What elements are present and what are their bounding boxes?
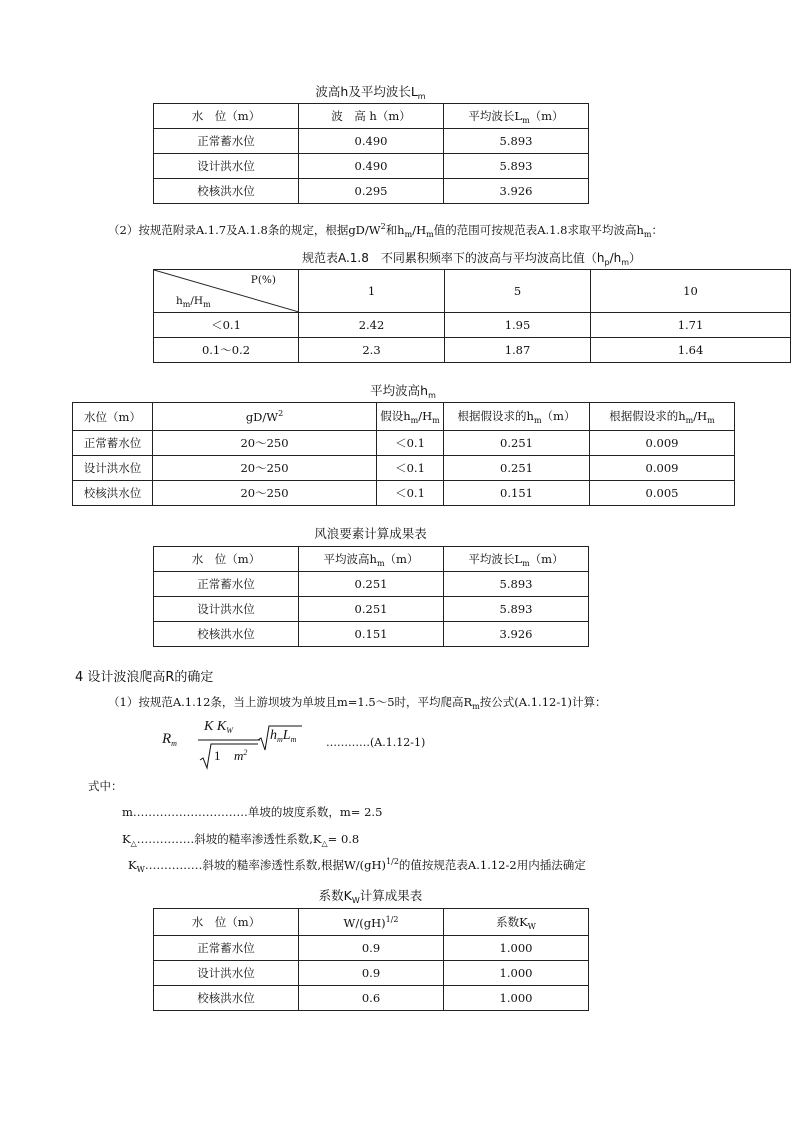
cell-level: 设计洪水位 bbox=[154, 597, 299, 622]
formula-m2 bbox=[234, 748, 247, 764]
cell-ratio: 0.9 bbox=[299, 961, 444, 986]
formula-L-sub: m bbox=[290, 735, 297, 744]
header-assume-a: 假设h bbox=[380, 409, 411, 423]
s4-p1b: 按公式(A.1.12-1)计算： bbox=[479, 695, 607, 709]
cell-level: 校核洪水位 bbox=[154, 622, 299, 647]
def-kw-a: K bbox=[128, 858, 137, 872]
section4-para1 bbox=[108, 694, 607, 711]
header-hm-calc-sub: m bbox=[533, 416, 542, 425]
table-ratio-hp-hm bbox=[153, 269, 791, 363]
cell-length: 5.893 bbox=[444, 154, 589, 179]
table1-caption-sub: m bbox=[417, 92, 426, 101]
header-ratio-a: W/(gH) bbox=[343, 915, 386, 930]
cell-assume: ＜0.1 bbox=[377, 481, 444, 506]
table-row bbox=[154, 129, 589, 154]
header-mean-height-b: （m） bbox=[384, 551, 419, 566]
table2-caption-a: 规范表A.1.8 不同累积频率下的波高与平均波高比值（h bbox=[301, 251, 605, 265]
def-kd-sub: △ bbox=[130, 839, 137, 848]
table-row bbox=[154, 622, 589, 647]
table3-caption-sub: m bbox=[428, 391, 436, 400]
cell-level: 正常蓄水位 bbox=[154, 936, 299, 961]
table5-caption-sub: W bbox=[351, 896, 360, 905]
p2-e: ： bbox=[651, 223, 663, 237]
cell-length: 5.893 bbox=[444, 572, 589, 597]
p2-sub2: m bbox=[426, 230, 434, 239]
table1-caption-text: 波高h及平均波长L bbox=[315, 84, 418, 99]
formula-h-sub: m bbox=[277, 735, 283, 744]
table-row bbox=[154, 179, 589, 204]
formula-Kw: K bbox=[216, 719, 227, 734]
cell-ratio: 0.6 bbox=[299, 986, 444, 1011]
s4-p1sub: m bbox=[472, 702, 480, 711]
header-kw-a: 系数K bbox=[496, 914, 528, 929]
cell-value: 1.87 bbox=[445, 338, 591, 363]
formula-hL bbox=[270, 728, 296, 744]
cell-assume: ＜0.1 bbox=[377, 456, 444, 481]
cell-level: 正常蓄水位 bbox=[154, 129, 299, 154]
p2-sub3: m bbox=[643, 230, 652, 239]
def-kw-c: 的值按规范表A.1.12-2用内插法确定 bbox=[398, 858, 586, 872]
cell-height: 0.295 bbox=[299, 179, 444, 204]
cell-assume: ＜0.1 bbox=[377, 431, 444, 456]
header-length bbox=[444, 104, 589, 129]
header-assume-sub1: m bbox=[410, 416, 419, 425]
cell-level: 正常蓄水位 bbox=[154, 572, 299, 597]
p2-sub1: m bbox=[404, 230, 413, 239]
header-mean-height-sub: m bbox=[376, 558, 385, 568]
cell-kw: 1.000 bbox=[444, 936, 589, 961]
cell-value: 2.3 bbox=[299, 338, 445, 363]
header-assume-b: /H bbox=[418, 409, 433, 423]
header-p10: 10 bbox=[591, 270, 791, 313]
cell-level: 正常蓄水位 bbox=[73, 431, 153, 456]
cell-ratio: 0.9 bbox=[299, 936, 444, 961]
header-ratio-calc bbox=[590, 403, 735, 431]
cell-range: 0.1～0.2 bbox=[154, 338, 299, 363]
cell-level: 设计洪水位 bbox=[154, 961, 299, 986]
def-kd-a: K bbox=[122, 832, 131, 846]
header-mean-height-a: 平均波高h bbox=[323, 551, 377, 566]
p2-b: 和h bbox=[385, 223, 405, 237]
header-length-sub: m bbox=[522, 115, 530, 125]
table-header-row bbox=[154, 104, 589, 129]
header-assume bbox=[377, 403, 444, 431]
header-mean-height bbox=[299, 547, 444, 572]
table-header-row bbox=[73, 403, 735, 431]
header-mean-length bbox=[444, 547, 589, 572]
table-header-row bbox=[154, 270, 791, 313]
table-row bbox=[154, 313, 791, 338]
table-wave-height-length bbox=[153, 103, 589, 204]
corner-top-label: P(%) bbox=[250, 274, 276, 286]
table-row bbox=[154, 572, 589, 597]
corner-bottom-sub2: m bbox=[203, 300, 211, 309]
table3-caption-text: 平均波高h bbox=[370, 383, 429, 398]
header-assume-sub2: m bbox=[432, 416, 440, 425]
cell-length: 3.926 bbox=[444, 622, 589, 647]
header-hm-calc-b: （m） bbox=[541, 409, 576, 423]
cell-height: 0.251 bbox=[299, 572, 444, 597]
def-kd-sub2: △ bbox=[321, 839, 328, 848]
cell-level: 校核洪水位 bbox=[73, 481, 153, 506]
cell-level: 设计洪水位 bbox=[73, 456, 153, 481]
p2-c: /H bbox=[412, 223, 427, 237]
cell-gdw2: 20～250 bbox=[153, 456, 377, 481]
def-kd-c: = 0.8 bbox=[327, 832, 360, 846]
table-row bbox=[154, 986, 589, 1011]
cell-height: 0.151 bbox=[299, 622, 444, 647]
table-row bbox=[73, 456, 735, 481]
cell-length: 5.893 bbox=[444, 597, 589, 622]
formula-reference: …………(A.1.12-1) bbox=[326, 736, 426, 749]
header-ratio-b: /H bbox=[693, 409, 708, 423]
paragraph-2 bbox=[108, 222, 663, 239]
cell-ratio: 0.009 bbox=[590, 431, 735, 456]
table5-caption-b: 计算成果表 bbox=[359, 888, 423, 903]
header-hm-calc-a: 根据假设求的h bbox=[457, 409, 534, 423]
table-row bbox=[154, 597, 589, 622]
cell-gdw2: 20～250 bbox=[153, 481, 377, 506]
s4-p1a: （1）按规范A.1.12条，当上游坝坡为单坡且m=1.5～5时，平均爬高R bbox=[108, 695, 473, 709]
p2-sup: 2 bbox=[380, 222, 386, 231]
cell-length: 3.926 bbox=[444, 179, 589, 204]
table-row bbox=[154, 961, 589, 986]
header-mean-length-a: 平均波长L bbox=[468, 551, 523, 566]
table2-caption-sub-m: m bbox=[621, 258, 630, 267]
table5-caption-a: 系数K bbox=[318, 888, 352, 903]
cell-value: 1.71 bbox=[591, 313, 791, 338]
header-ratio-sup: 1/2 bbox=[385, 914, 399, 924]
def-kw-sup: 1/2 bbox=[386, 857, 399, 866]
formula-m-sup: 2 bbox=[243, 748, 248, 757]
table-row bbox=[73, 481, 735, 506]
formula-R-sub: m bbox=[171, 739, 177, 748]
header-ratio-sub1: m bbox=[685, 416, 694, 425]
header-length-a: 平均波长L bbox=[468, 108, 523, 123]
header-level: 水 位（m） bbox=[154, 104, 299, 129]
table2-caption-mid: /h bbox=[609, 251, 622, 265]
table3-caption bbox=[72, 381, 734, 400]
cell-level: 校核洪水位 bbox=[154, 986, 299, 1011]
header-height: 波 高 h（m） bbox=[299, 104, 444, 129]
cell-hm-calc: 0.251 bbox=[444, 431, 590, 456]
cell-value: 1.95 bbox=[445, 313, 591, 338]
table-row bbox=[154, 936, 589, 961]
table-row bbox=[154, 338, 791, 363]
p2-d: 值的范围可按规范表A.1.8求取平均波高h bbox=[433, 223, 644, 237]
header-ratio bbox=[299, 909, 444, 936]
cell-height: 0.490 bbox=[299, 129, 444, 154]
def-m-b: …………………………单坡的坡度系数，m= 2.5 bbox=[132, 805, 383, 819]
header-gdw2-sup: 2 bbox=[278, 409, 284, 418]
table-row bbox=[73, 431, 735, 456]
formula-h: h bbox=[270, 728, 277, 743]
header-mean-length-sub: m bbox=[522, 558, 530, 568]
corner-cell bbox=[154, 270, 299, 313]
definition-k-delta bbox=[122, 831, 359, 848]
definition-m bbox=[122, 804, 382, 820]
header-gdw2-a: gD/W bbox=[245, 410, 279, 424]
cell-level: 设计洪水位 bbox=[154, 154, 299, 179]
cell-kw: 1.000 bbox=[444, 961, 589, 986]
def-kw-b: ……………斜坡的糙率渗透性系数,根据W/(gH) bbox=[144, 858, 387, 872]
formula-m: m bbox=[234, 748, 244, 763]
cell-ratio: 0.005 bbox=[590, 481, 735, 506]
table5-caption bbox=[153, 886, 588, 905]
cell-value: 2.42 bbox=[299, 313, 445, 338]
cell-length: 5.893 bbox=[444, 129, 589, 154]
table-header-row bbox=[154, 547, 589, 572]
header-kw bbox=[444, 909, 589, 936]
header-p1: 1 bbox=[299, 270, 445, 313]
header-gdw2 bbox=[153, 403, 377, 431]
cell-hm-calc: 0.251 bbox=[444, 456, 590, 481]
cell-gdw2: 20～250 bbox=[153, 431, 377, 456]
cell-level: 校核洪水位 bbox=[154, 179, 299, 204]
cell-ratio: 0.009 bbox=[590, 456, 735, 481]
header-hm-calc bbox=[444, 403, 590, 431]
header-ratio-sub2: m bbox=[707, 416, 715, 425]
cell-range: ＜0.1 bbox=[154, 313, 299, 338]
table2-caption bbox=[153, 249, 790, 267]
cell-hm-calc: 0.151 bbox=[444, 481, 590, 506]
table-header-row bbox=[154, 909, 589, 936]
corner-bottom-a: h bbox=[176, 295, 183, 307]
formula-Kw-sub: W bbox=[226, 726, 233, 735]
formula-R bbox=[162, 731, 177, 748]
definition-kw bbox=[128, 857, 586, 874]
header-level: 水 位（m） bbox=[154, 547, 299, 572]
formula-K: K bbox=[204, 719, 214, 734]
table2-caption-end: ） bbox=[629, 251, 642, 265]
cell-value: 1.64 bbox=[591, 338, 791, 363]
corner-bottom-b: /H bbox=[190, 295, 204, 307]
cell-height: 0.251 bbox=[299, 597, 444, 622]
table-wind-wave-results bbox=[153, 546, 589, 647]
header-p5: 5 bbox=[445, 270, 591, 313]
formula-L: L bbox=[282, 728, 291, 743]
corner-bottom-sub1: m bbox=[182, 300, 191, 309]
table-kw-results bbox=[153, 908, 589, 1011]
header-mean-length-b: （m） bbox=[529, 551, 564, 566]
header-kw-sub: W bbox=[527, 921, 536, 931]
p2-a: （2）按规范附录A.1.7及A.1.8条的规定，根据gD/W bbox=[108, 223, 381, 237]
header-level: 水位（m） bbox=[73, 403, 153, 431]
table-mean-wave-height bbox=[72, 402, 735, 506]
header-level: 水 位（m） bbox=[154, 909, 299, 936]
corner-bottom-label bbox=[176, 295, 211, 309]
def-kd-b: ……………斜坡的糙率渗透性系数,K bbox=[136, 832, 322, 846]
section4-heading: 4 设计波浪爬高R的确定 bbox=[75, 670, 214, 685]
table1-caption bbox=[153, 82, 588, 101]
def-kw-sub: W bbox=[136, 865, 145, 874]
cell-kw: 1.000 bbox=[444, 986, 589, 1011]
table2-caption-sub-p: p bbox=[604, 258, 610, 267]
formula-one: 1 bbox=[214, 748, 221, 763]
table-row bbox=[154, 154, 589, 179]
header-length-b: （m） bbox=[529, 108, 564, 123]
def-m-a: m bbox=[122, 805, 133, 819]
cell-height: 0.490 bbox=[299, 154, 444, 179]
formula-R-letter: R bbox=[162, 731, 172, 747]
where-label: 式中： bbox=[88, 779, 123, 793]
table4-caption: 风浪要素计算成果表 bbox=[314, 526, 427, 541]
header-ratio-a: 根据假设求的h bbox=[609, 409, 686, 423]
